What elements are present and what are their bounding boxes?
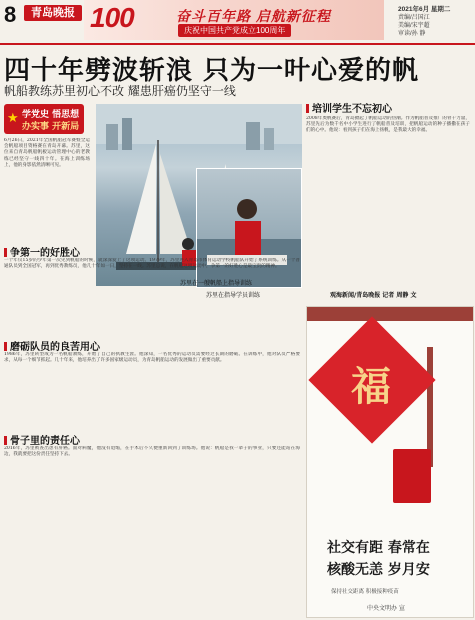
party-history-callout: [4, 104, 84, 134]
lantern-shape: [393, 449, 431, 503]
proofreader-line: 审读/孙 静: [398, 31, 426, 37]
designer-line: 美编/宋宇超: [398, 23, 430, 29]
photo-caption-inset: 苏里在指导学员训练: [206, 292, 261, 299]
section-marker: [306, 104, 309, 113]
section-marker: [4, 436, 7, 445]
photo-caption-main: 苏里在一艘帆船上指导训练: [180, 280, 253, 287]
anniversary-banner: [84, 0, 384, 40]
poster-signature: 中央文明办 宣: [367, 605, 405, 612]
poster-footer: 保持社交距离 积极接种疫苗: [331, 589, 399, 595]
editor-line: 责编/吕国江: [398, 15, 430, 21]
banner-subtitle: 庆祝中国共产党成立100周年: [178, 24, 291, 37]
sub-headline: 帆船教练苏里初心不改 耀患肝癌仍坚守一线: [4, 84, 236, 98]
section-marker: [4, 342, 7, 351]
banner-slogan: 奋斗百年路 启航新征程: [176, 8, 331, 24]
callout-line-2: 办实事 开新局: [22, 122, 80, 132]
masthead-divider: [0, 43, 475, 45]
right-column-title: 培训学生不忘初心: [306, 100, 392, 115]
callout-line-1: 学党史 悟思想: [22, 110, 80, 120]
page-number: 8: [4, 2, 17, 27]
section-marker: [4, 248, 7, 257]
fu-character: 福: [351, 363, 391, 410]
main-headline: 四十年劈波斩浪 只为一叶心爱的帆: [4, 56, 420, 86]
newspaper-brand: 青岛晚报: [24, 5, 82, 21]
brush-stroke-top: [307, 307, 473, 321]
poster-line-1: 社交有距 春常在: [327, 540, 430, 556]
section-title-3: 骨子里的责任心: [4, 432, 80, 447]
star-icon: ★: [7, 111, 19, 126]
section-title-2: 磨砺队员的良苦用心: [4, 338, 100, 353]
issue-meta: [398, 6, 474, 38]
section-body-3: 2016年，苏里被查出患有肝癌。面对病魔，他没有退缩，在手术后不久便重新回到了训练场。他说：帆船是我一辈子的事业，只要还能站在海边，我就要把这份责任坚持下去。: [4, 446, 300, 458]
byline: 观海新闻/青岛晚报 记者 周静 文: [330, 292, 417, 299]
poster-line-2: 核酸无恙 岁月安: [327, 562, 430, 578]
hundred-emblem: 100: [90, 2, 134, 33]
right-column-body: 2008年奥帆赛后，青岛掀起了帆船运动的热潮。作为帆船普及推广的骨干力量，苏里先后为数千名中小学生进行了帆船普及培训，把帆船运动的种子播撒在孩子们的心中。他说：看到孩子们在海上扬帆，是我最大的幸福。: [306, 116, 470, 134]
section-body-2: 1986年，苏里转型成为一名帆船教练，开始了自己的执教生涯。他深知，一名优秀的运动员需要经过长期的磨砺。在训练中，他对队员严格要求，从每一个细节抓起。几十年来，他培养出了许多国家级运动员，为青岛帆船运动的发展做出了重要贡献。: [4, 352, 300, 364]
public-service-poster: [306, 306, 474, 618]
intro-paragraph: 6月26日，2021年全国帆船冠军赛暨全运会帆船项目资格赛在青岛开幕。苏里，这位来自青岛帆船帆板运动管理中心的老教练已经坚守一线四十年。在海上训练场上，他的身影依然清晰可见。: [4, 138, 90, 168]
issue-date: 2021年6月 星期二: [398, 6, 451, 13]
section-title-1: 争第一的好胜心: [4, 244, 80, 259]
section-body-1: 一个年仅15岁的少年第一次见到帆船的时候，就深深爱上了这项运动。1979年，苏里进入青岛市体育运动学校帆船队开始了系统训练。从一个普通队员到全国冠军，再到优秀教练员，他几十年如一日，坚持在一线。苏里总说，在帆船这项运动中，争第一的好胜心是最宝贵的精神。: [4, 258, 300, 270]
